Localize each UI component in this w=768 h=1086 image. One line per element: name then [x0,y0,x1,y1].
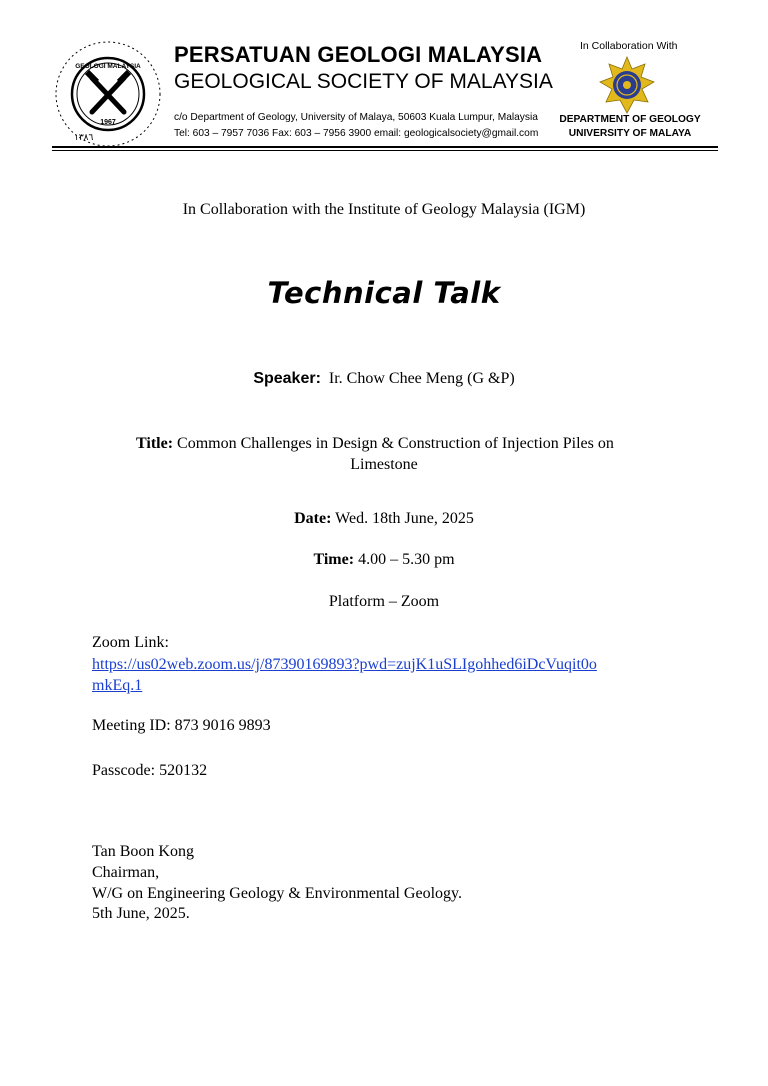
time-value: 4.00 – 5.30 pm [358,551,455,568]
seal-year-jawi: ١٣٨٦ [74,133,94,143]
speaker-line [0,370,768,388]
date-line [0,510,768,528]
collaboration-line: In Collaboration with the Institute of Geology Malaysia (IGM) [182,201,586,218]
talk-heading: Technical Talk [267,276,501,310]
title-label: Title: [136,435,174,452]
org-address: c/o Department of Geology, University of Malaya, 50603 Kuala Lumpur, Malaysia [174,112,538,123]
signature-date: 5th June, 2025. [92,905,190,922]
signatory-role: Chairman, [92,864,160,881]
title-text-line1: Common Challenges in Design & Construction of Injection Piles on [177,435,614,452]
platform-line: Platform – Zoom [328,593,440,610]
org-contact: Tel: 603 – 7957 7036 Fax: 603 – 7956 3900 email: geologicalsociety@gmail.com [174,128,539,139]
collab-header-label: In Collaboration With [580,40,678,52]
seal-text: GEOLOGI MALAYSIA [75,63,141,70]
zoom-link-continued[interactable]: mkEq.1 [92,677,143,694]
time-line [0,551,768,569]
org-name-malay: PERSATUAN GEOLOGI MALAYSIA [174,42,543,67]
signatory-name: Tan Boon Kong [92,843,194,860]
dept-line-1: DEPARTMENT OF GEOLOGY [559,114,701,125]
speaker-name: Ir. Chow Chee Meng (G &P) [328,370,515,387]
signatory-working-group: W/G on Engineering Geology & Environmental Geology. [92,885,462,902]
zoom-link-label: Zoom Link: [92,634,169,651]
um-crest-logo [598,56,656,114]
gsm-seal-logo [54,40,162,148]
passcode: Passcode: 520132 [92,762,208,779]
hammers-icon [92,78,124,112]
talk-title-line [136,435,614,453]
seal-year: 1967 [100,119,116,126]
date-value: Wed. 18th June, 2025 [335,510,474,527]
meeting-id: Meeting ID: 873 9016 9893 [92,717,271,734]
org-name-english: GEOLOGICAL SOCIETY OF MALAYSIA [174,70,553,93]
dept-line-2: UNIVERSITY OF MALAYA [568,128,692,139]
zoom-link[interactable]: https://us02web.zoom.us/j/87390169893?pwd=zujK1uSLIgohhed6iDcVuqit0o [92,656,597,673]
header-divider-thin [52,150,718,151]
speaker-label: Speaker: [253,370,321,387]
time-label: Time: [313,551,355,568]
title-text-line2: Limestone [350,456,418,473]
header-divider-thick [52,146,718,148]
date-label: Date: [294,510,332,527]
